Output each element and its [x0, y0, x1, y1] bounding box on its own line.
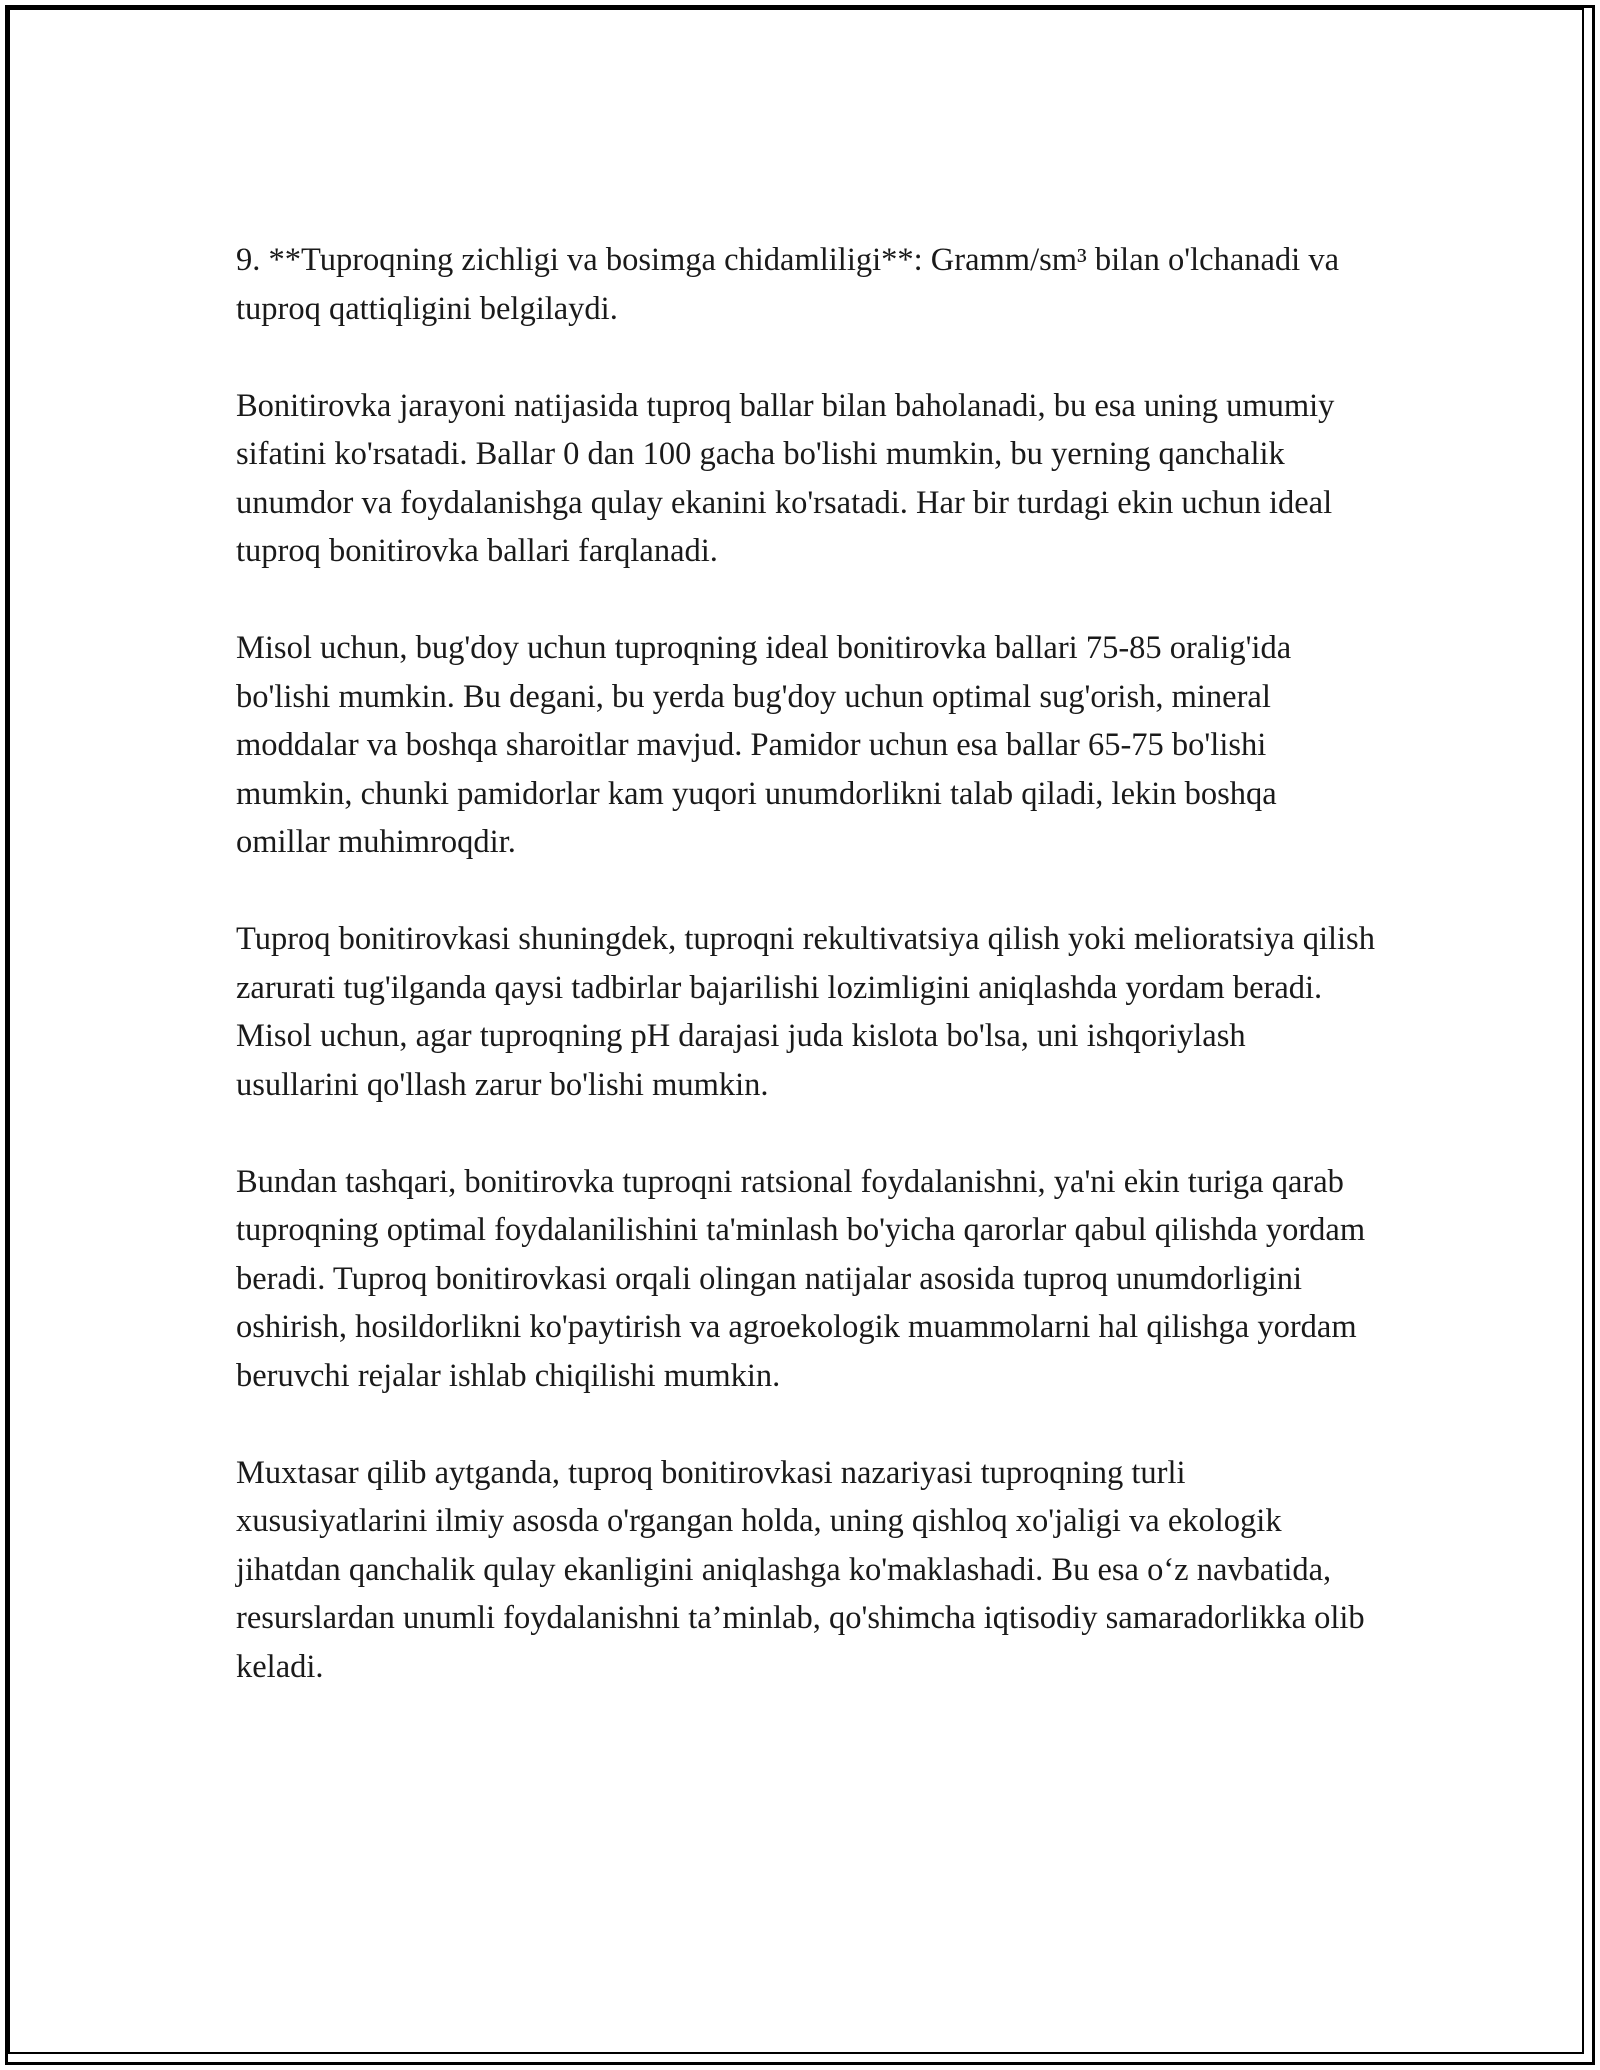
paragraph-bonitet-scores: Bonitirovka jarayoni natijasida tuproq ballar bilan baholanadi, bu esa uning umumiy sifatini ko'rsatadi. Ballar 0 dan 100 gacha bo'lishi mumkin, bu yerning qanchalik unumdor va foydalanishga qulay ekanini ko'rsatadi. Har bir turdagi ekin uchun ideal tuproq bonitirovka ballari farqlanadi. — [236, 387, 1335, 569]
paragraph-crop-examples: Misol uchun, bug'doy uchun tuproqning ideal bonitirovka ballari 75-85 oralig'ida bo'lishi mumkin. Bu degani, bu yerda bug'doy uchun optimal sug'orish, mineral moddalar va boshqa sharoitlar mavjud. Pamidor uchun esa ballar 65-75 bo'lishi mumkin, chunki pamidorlar kam yuqori unumdorlikni talab qiladi, lekin boshqa omillar muhimroqdir. — [236, 630, 1292, 860]
paragraph-summary: Muxtasar qilib aytganda, tuproq bonitirovkasi nazariyasi tuproqning turli xususiyatlarini ilmiy asosda o'rgangan holda, uning qishloq xo'jaligi va ekologik jihatdan qanchalik qulay ekanligini aniqlashga ko'maklashadi. Bu esa o‘z navbatida, resurslardan unumli foydalanishni ta’minlab, qo'shimcha iqtisodiy samaradorlikka olib keladi. — [236, 1454, 1365, 1685]
document-body — [236, 236, 1376, 1740]
paragraph-density: 9. **Tuproqning zichligi va bosimga chidamliligi**: Gramm/sm³ bilan o'lchanadi va tuproq qattiqligini belgilaydi. — [236, 242, 1340, 327]
paragraph-reclamation: Tuproq bonitirovkasi shuningdek, tuproqni rekultivatsiya qilish yoki melioratsiya qilish zarurati tug'ilganda qaysi tadbirlar bajarilishi lozimligini aniqlashda yordam beradi. Misol uchun, agar tuproqning pH darajasi juda kislota bo'lsa, uni ishqoriylash usullarini qo'llash zarur bo'lishi mumkin. — [236, 921, 1375, 1103]
paragraph-rational-use: Bundan tashqari, bonitirovka tuproqni ratsional foydalanishni, ya'ni ekin turiga qarab tuproqning optimal foydalanilishini ta'minlash bo'yicha qarorlar qabul qilishda yordam beradi. Tuproq bonitirovkasi orqali olingan natijalar asosida tuproq unumdorligini oshirish, hosildorlikni ko'paytirish va agroekologik muammolarni hal qilishga yordam beruvchi rejalar ishlab chiqilishi mumkin. — [236, 1163, 1366, 1394]
